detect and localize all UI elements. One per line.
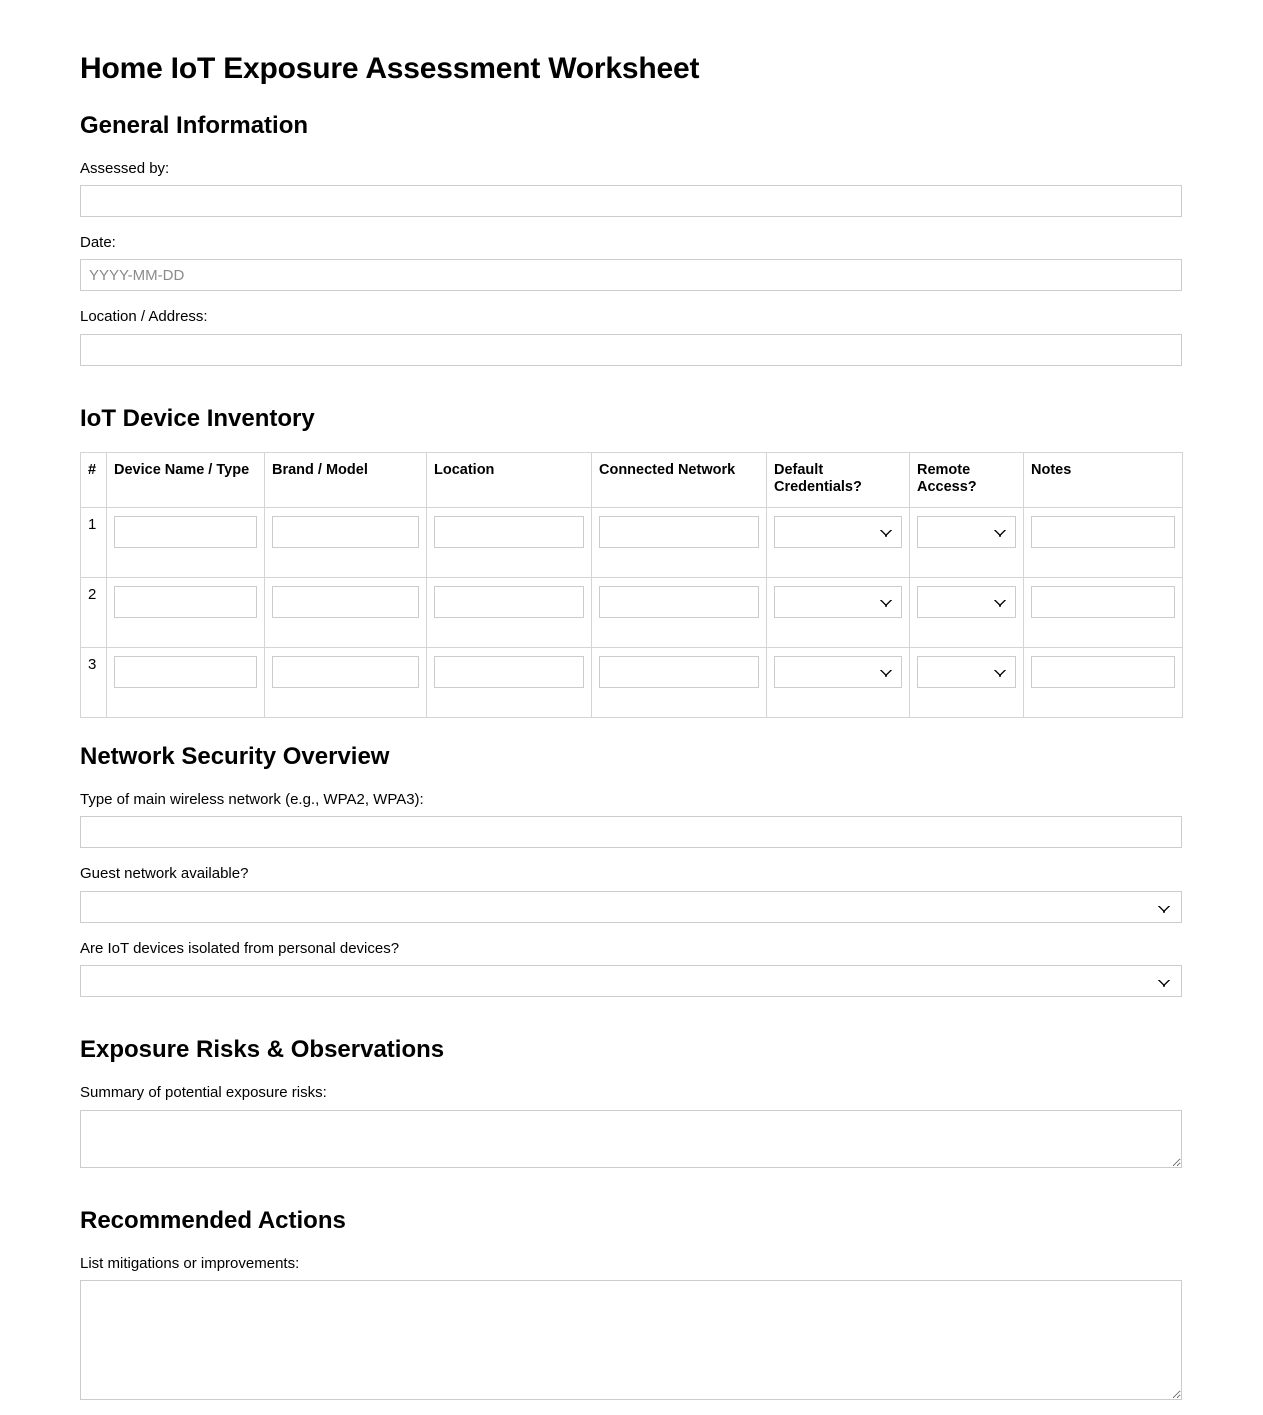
wireless-network-type-input[interactable] <box>80 816 1182 848</box>
label-wireless-network-type: Type of main wireless network (e.g., WPA2, WPA3): <box>80 791 424 809</box>
cell-brand-model <box>265 647 427 717</box>
device-name-input-row-1[interactable] <box>114 516 257 548</box>
connected-network-input-row-1[interactable] <box>599 516 759 548</box>
location-input-row-3[interactable] <box>434 656 584 688</box>
column-header-default-credentials: Default Credentials? <box>767 453 910 508</box>
field-recommended-mitigations <box>80 1254 1183 1400</box>
label-recommended-mitigations: List mitigations or improvements: <box>80 1254 300 1272</box>
cell-default-credentials <box>767 647 910 717</box>
table-row <box>81 647 1183 717</box>
field-exposure-risk-summary <box>80 1083 1183 1167</box>
guest-network-select[interactable] <box>80 891 1182 923</box>
column-header-brand-model: Brand / Model <box>265 453 427 508</box>
field-wireless-network-type <box>80 790 1183 848</box>
notes-input-row-3[interactable] <box>1031 656 1175 688</box>
location-input-row-2[interactable] <box>434 586 584 618</box>
cell-notes <box>1024 507 1183 577</box>
section-heading-exposure-risks: Exposure Risks & Observations <box>80 1035 445 1063</box>
cell-location <box>427 647 592 717</box>
row-number: 1 <box>81 507 107 577</box>
label-assessed-by: Assessed by: <box>80 159 170 177</box>
location-address-input[interactable] <box>80 334 1182 366</box>
location-input-row-1[interactable] <box>434 516 584 548</box>
brand-model-input-row-2[interactable] <box>272 586 419 618</box>
cell-brand-model <box>265 577 427 647</box>
cell-device-name <box>107 577 265 647</box>
cell-notes <box>1024 577 1183 647</box>
field-location-address <box>80 307 1183 365</box>
label-date: Date: <box>80 234 116 252</box>
cell-connected-network <box>592 577 767 647</box>
label-location-address: Location / Address: <box>80 308 208 326</box>
cell-default-credentials <box>767 577 910 647</box>
device-name-input-row-2[interactable] <box>114 586 257 618</box>
section-heading-general-information: General Information <box>80 111 309 139</box>
section-heading-network-security-overview: Network Security Overview <box>80 742 390 770</box>
connected-network-input-row-3[interactable] <box>599 656 759 688</box>
notes-input-row-1[interactable] <box>1031 516 1175 548</box>
cell-location <box>427 577 592 647</box>
label-guest-network-available: Guest network available? <box>80 865 249 883</box>
field-date <box>80 233 1183 291</box>
table-row <box>81 507 1183 577</box>
column-header-connected-network: Connected Network <box>592 453 767 508</box>
field-guest-network <box>80 864 1183 922</box>
cell-connected-network <box>592 647 767 717</box>
iot-device-inventory-table <box>80 452 1183 718</box>
label-iot-devices-isolated: Are IoT devices isolated from personal devices? <box>80 939 400 957</box>
column-header-remote-access: Remote Access? <box>910 453 1024 508</box>
cell-connected-network <box>592 507 767 577</box>
connected-network-input-row-2[interactable] <box>599 586 759 618</box>
brand-model-input-row-3[interactable] <box>272 656 419 688</box>
notes-input-row-2[interactable] <box>1031 586 1175 618</box>
exposure-risk-summary-textarea[interactable] <box>80 1110 1182 1168</box>
remote-access-select-row-1[interactable] <box>917 516 1016 548</box>
iot-isolated-select[interactable] <box>80 965 1182 997</box>
table-header-row <box>81 453 1183 508</box>
assessed-by-input[interactable] <box>80 185 1182 217</box>
cell-default-credentials <box>767 507 910 577</box>
field-assessed-by <box>80 159 1183 217</box>
page-title: Home IoT Exposure Assessment Worksheet <box>80 52 700 85</box>
row-number: 3 <box>81 647 107 717</box>
table-row <box>81 577 1183 647</box>
date-input[interactable] <box>80 259 1182 291</box>
cell-brand-model <box>265 507 427 577</box>
cell-notes <box>1024 647 1183 717</box>
column-header-device-name: Device Name / Type <box>107 453 265 508</box>
cell-remote-access <box>910 647 1024 717</box>
section-recommended-actions <box>80 1208 1183 1401</box>
section-general-information <box>80 113 1183 366</box>
field-iot-isolated <box>80 939 1183 997</box>
section-exposure-risks <box>80 1037 1183 1168</box>
section-network-security-overview <box>80 744 1183 997</box>
section-heading-iot-device-inventory: IoT Device Inventory <box>80 404 315 432</box>
cell-device-name <box>107 647 265 717</box>
cell-device-name <box>107 507 265 577</box>
row-number: 2 <box>81 577 107 647</box>
default-credentials-select-row-1[interactable] <box>774 516 902 548</box>
default-credentials-select-row-3[interactable] <box>774 656 902 688</box>
label-exposure-risk-summary: Summary of potential exposure risks: <box>80 1084 327 1102</box>
section-heading-recommended-actions: Recommended Actions <box>80 1206 346 1234</box>
remote-access-select-row-2[interactable] <box>917 586 1016 618</box>
cell-remote-access <box>910 507 1024 577</box>
section-iot-device-inventory <box>80 406 1183 718</box>
cell-remote-access <box>910 577 1024 647</box>
column-header-number: # <box>81 453 107 508</box>
default-credentials-select-row-2[interactable] <box>774 586 902 618</box>
column-header-notes: Notes <box>1024 453 1183 508</box>
remote-access-select-row-3[interactable] <box>917 656 1016 688</box>
cell-location <box>427 507 592 577</box>
recommended-mitigations-textarea[interactable] <box>80 1280 1182 1400</box>
column-header-location: Location <box>427 453 592 508</box>
device-name-input-row-3[interactable] <box>114 656 257 688</box>
brand-model-input-row-1[interactable] <box>272 516 419 548</box>
